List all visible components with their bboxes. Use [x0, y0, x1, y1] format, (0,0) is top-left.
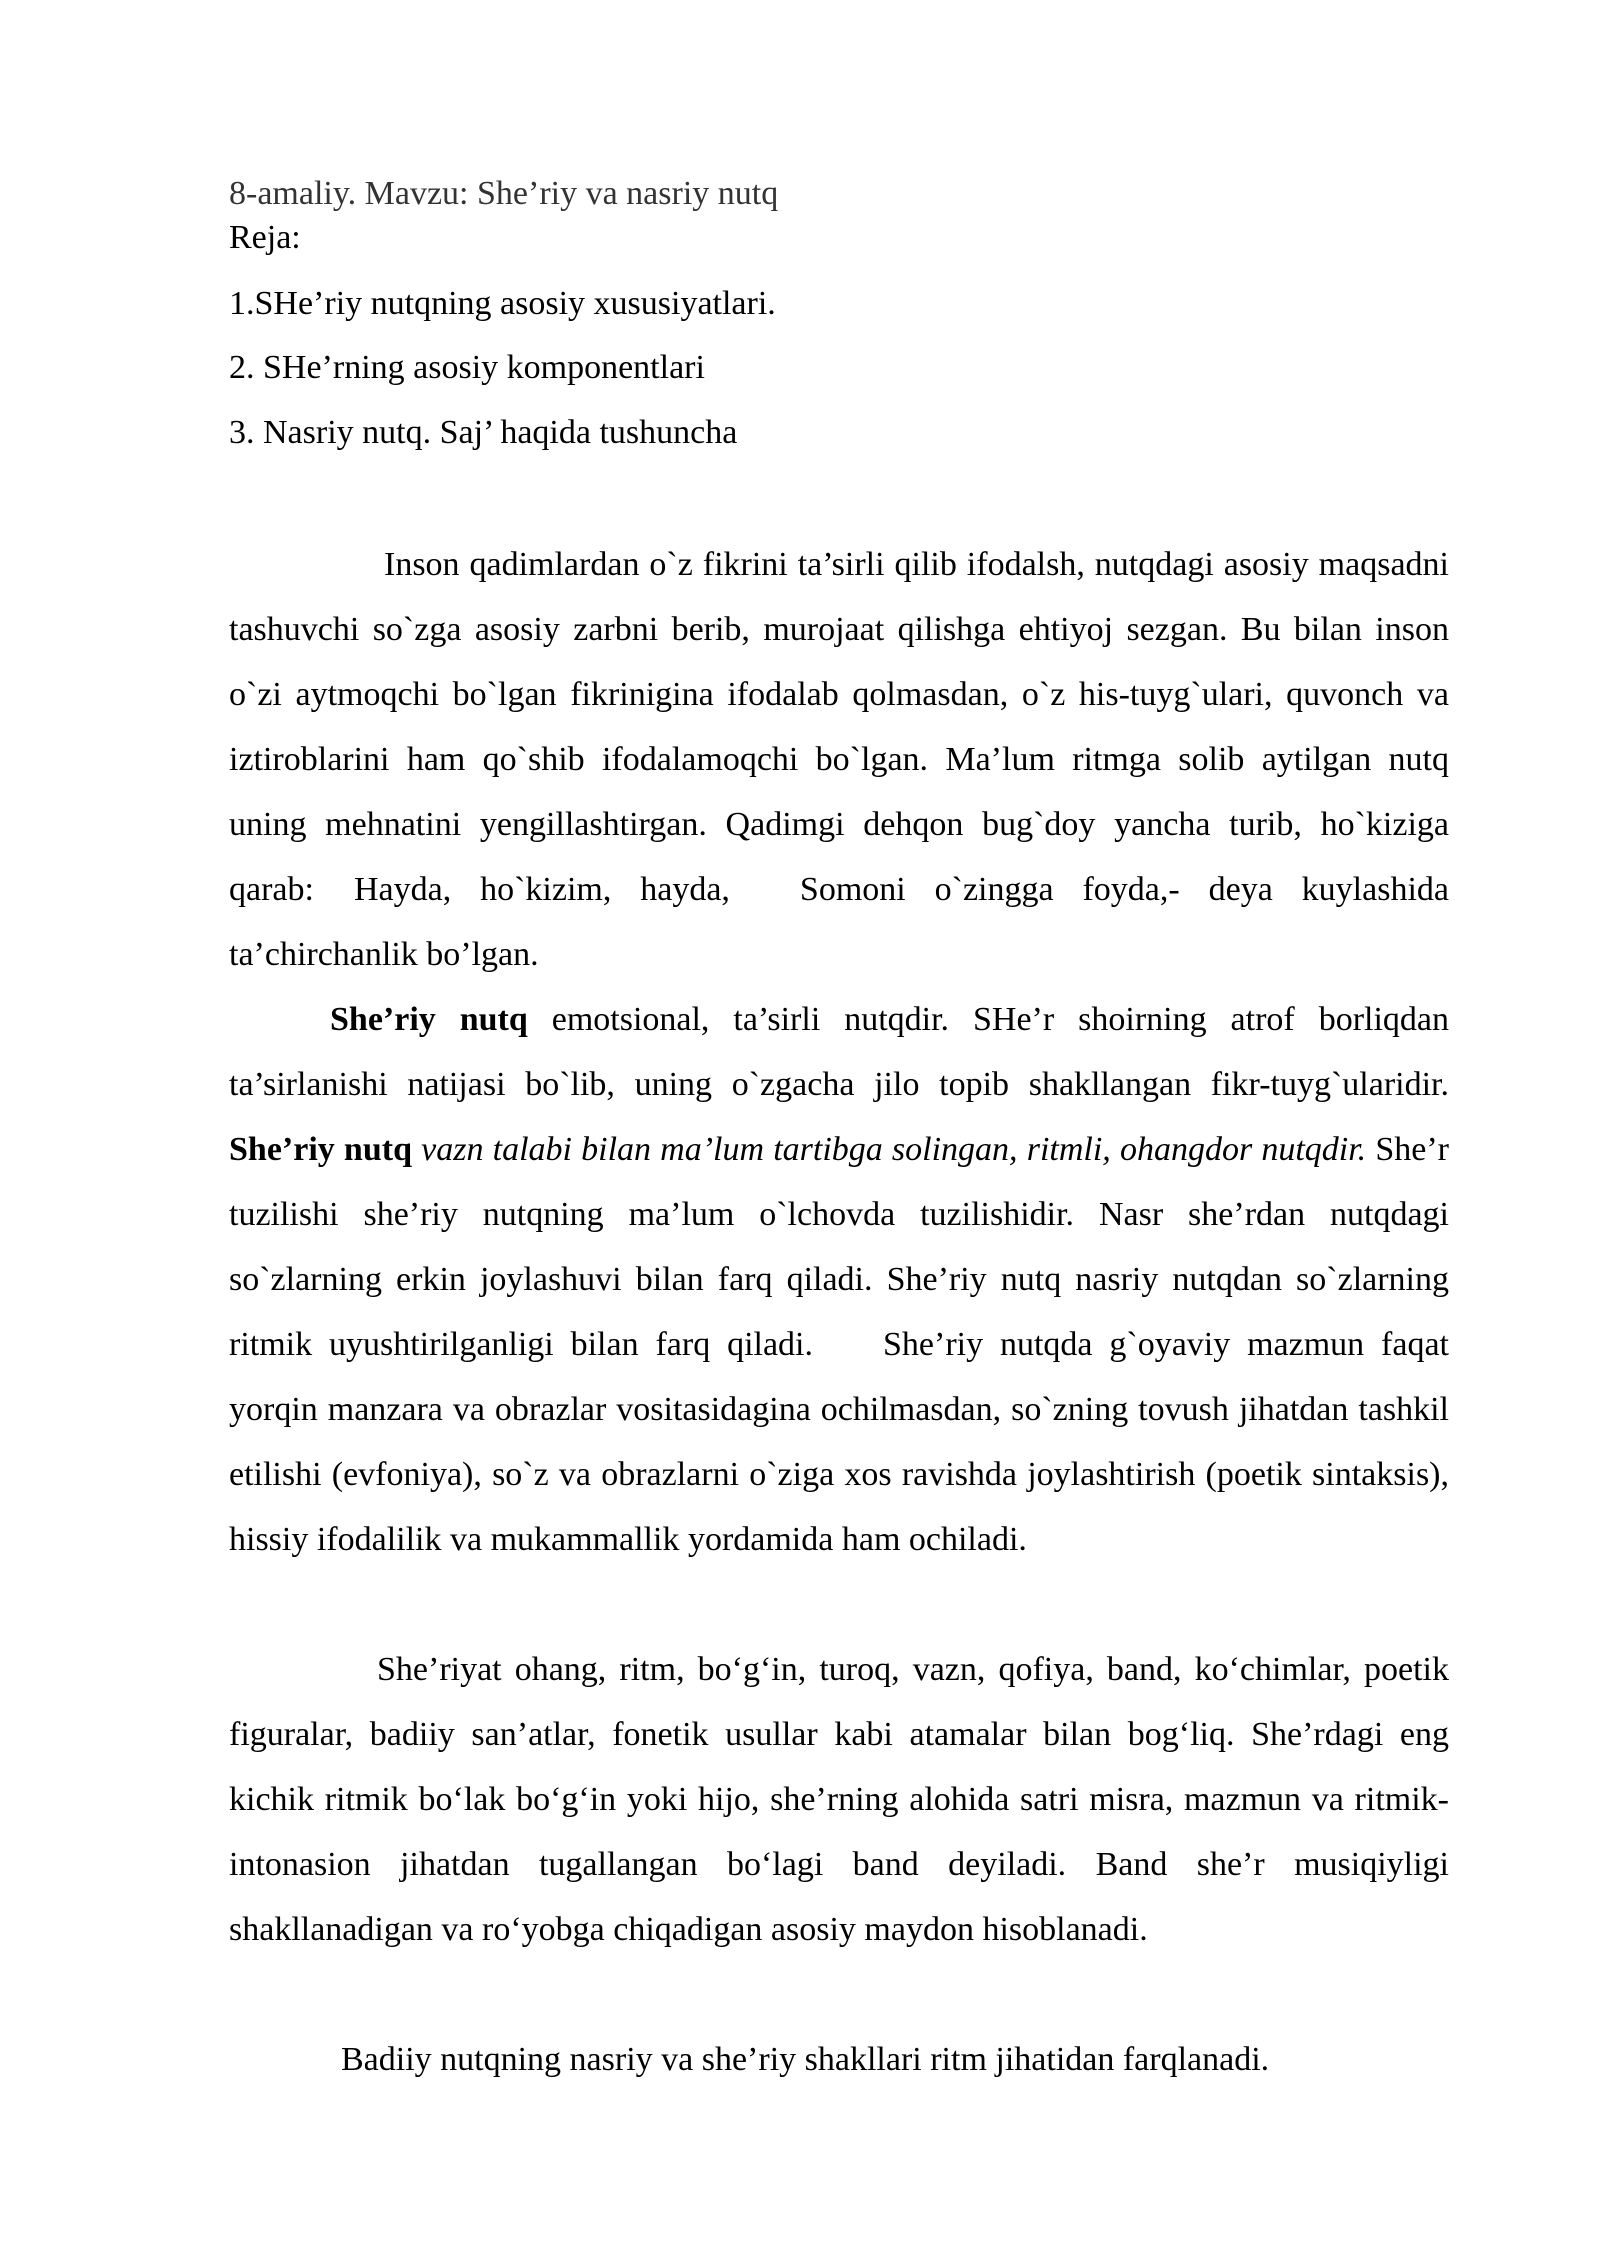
paragraph-poetry-terms: She’riyat ohang, ritm, bo‘g‘in, turoq, vazn, qofiya, band, ko‘chimlar, poetik figuralar, badiiy san’atlar, fonetik usullar kabi atamalar bilan bog‘liq. She’rdagi eng kichik ritmik bo‘lak bo‘g‘in yoki hijo, she’rning alohida satri misra, mazmun va ritmik-intonasion jihatdan tugallangan bo‘lagi band deyiladi. Band she’r musiqiyligi shakllanadigan va ro‘yobga chiqadigan asosiy maydon hisoblanadi.: [229, 1651, 1449, 1948]
paragraph-conclusion: Badiiy nutqning nasriy va she’riy shakllari ritm jihatidan farqlanadi.: [341, 2041, 1270, 2078]
paragraph-poetic-speech-text: emotsional, ta’sirli nutqdir. SHe’r shoirning atrof borliqdan ta’sirlanishi natijasi bo`lib, uning o`zgacha jilo topib shakllangan fikr-tuyg`ularidir.: [229, 1001, 1449, 1103]
paragraph-intro-text: Inson qadimlardan o`z fikrini ta’sirli qilib ifodalsh, nutqdagi asosiy maqsadni tashuvchi so`zga asosiy zarbni berib, murojaat qilishga ehtiyoj sezgan. Bu bilan inson o`zi aytmoqchi bo`lgan fikrinigina ifodalab qolmasdan, o`z his-tuyg`ulari, quvonch va iztiroblarini ham qo`shib ifodalamoqchi bo`lgan. Ma’lum ritmga solib aytilgan nutq uning mehnatini yengillashtirgan. Qadimgi dehqon bug`doy yancha turib, ho`kiziga qarab:: [229, 546, 1449, 908]
song-verse-line: Hayda, ho`kizim, hayda,: [353, 871, 730, 908]
plan-item: 3. Nasriy nutq. Saj’ haqida tushuncha: [229, 414, 738, 451]
song-verse-continuation: Somoni o`zingga foyda,- deya kuylashida ta’chirchanlik bo’lgan.: [229, 871, 1449, 973]
plan-item: 1.SHe’riy nutqning asosiy xususiyatlari.: [229, 285, 776, 322]
paragraph-poetic-speech: [229, 987, 1449, 1572]
poetic-speech-definition: vazn talabi bilan ma’lum tartibga solingan, ritmli, ohangdor nutqdir.: [411, 1131, 1367, 1168]
plan-item: 2. SHe’rning asosiy komponentlari: [229, 349, 705, 386]
paragraph-intro: [229, 532, 1449, 987]
plan-label: Reja:: [229, 219, 301, 256]
term-poetic-speech: She’riy nutq: [330, 1001, 528, 1038]
paragraph-poetic-speech-text: She’riy nutqda g`oyaviy mazmun faqat yorqin manzara va obrazlar vositasidagina ochilmasdan, so`zning tovush jihatdan tashkil etilishi (evfoniya), so`z va obrazlarni o`ziga xos ravishda joylashtirish (poetik sintaksis), hissiy ifodalilik va mukammallik yordamida ham ochiladi.: [229, 1326, 1450, 1558]
paragraph-poetic-speech-text: She’r tuzilishi she’riy nutqning ma’lum o`lchovda tuzilishidir. Nasr she’rdan nutqdagi so`zlarning erkin joylashuvi bilan farq qiladi. She’riy nutq nasriy nutqdan so`zlarning ritmik uyushtirilganligi bilan farq qiladi.: [229, 1131, 1449, 1363]
term-poetic-speech: She’riy nutq: [229, 1131, 412, 1168]
document-title: 8-amaliy. Mavzu: She’riy va nasriy nutq: [229, 175, 779, 212]
